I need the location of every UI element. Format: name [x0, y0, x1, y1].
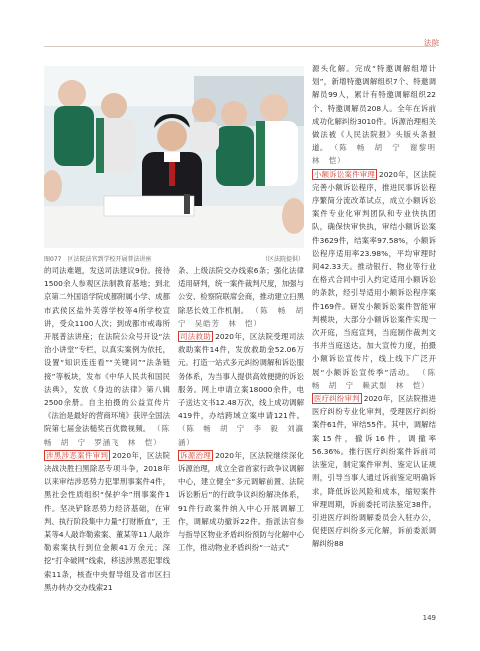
paragraph [178, 449, 304, 555]
paragraph-text: 2020年，区法院推进医疗纠纷专业化审判，受理医疗纠纷案件61件，审结55件。其中，调解结案15件，撤诉16件，调撤率56.36%。推行医疗纠纷案件诉前司法鉴定，制定案件审判、鉴定认证规则，引导当事人通过诉前鉴定明确诉求，降低诉讼风险和成本，缩短案件审理周期，诉前委托司法鉴定38件。引进医疗纠纷调解委员会入驻办公，促使医疗纠纷多元化解，诉前委派调解纠纷88 [312, 394, 436, 549]
paragraph-text: 2020年，区法院决战决胜扫黑除恶专项斗争，2018年以来审结涉恶势力犯罪刑事案件4件，黑社会性质组织“保护伞”刑事案件1件。坚决铲除恶势力经济基础，在审判、执行阶段集中力量“打财断血”，王某等4人敲诈勒索案、董某等11人敲诈勒索案执行到位金额41万余元；深挖“打伞破网”线索，移送涉黑恶犯罪线索11条，核查中央督导组及省市区扫黑办转办交办线索21 [44, 450, 170, 592]
paragraph [312, 62, 445, 168]
byline: （陈 畅 胡 宁 吴皓芳 林 恺） [178, 305, 313, 328]
courtroom-lecture-illustration [44, 66, 304, 248]
section-tag: 涉黑涉恶案件审判 [46, 450, 109, 460]
text-column-2 [178, 264, 313, 554]
running-header-rule [44, 46, 436, 47]
paragraph [312, 392, 436, 550]
section-tag: 医疗纠纷审判 [314, 394, 360, 404]
section-tag: 司法救助 [180, 332, 212, 342]
byline: （陈 畅 胡 宁 罗涵飞 林 恺） [44, 424, 179, 447]
figure-caption [44, 254, 304, 263]
text-column-1 [44, 264, 179, 594]
paragraph-text: 2020年，区法院完善小额诉讼程序，推进民事诉讼程序繁简分流改革试点，成立小额诉讼案件专业化审判团队和专业快执团队，确保快审快执，审结小额诉讼案件3629件，结案率97.58%，小额诉讼程序适用率23.98%，平均审理时间42.33天。推动银行、物业等行业在格式合同中引入约定适用小额诉讼的条款，经引导适用小额诉讼程序案件169件。研发小额诉讼案件智能审判模块，大部分小额诉讼案件实现一次开庭，当庭宣判，当庭制作裁判文书并当庭送达。加大宣传力度，拍摄小额诉讼宣传片，线上线下广泛开展“小额诉讼宣传季”活动。 [312, 169, 436, 377]
section-tag: 小额诉讼案件审理 [314, 169, 376, 179]
running-header-section: 法院 [424, 39, 440, 47]
figure-photo [44, 66, 304, 248]
paragraph [178, 330, 304, 449]
section-tag: 诉源治理 [180, 450, 212, 460]
paragraph [178, 264, 313, 330]
paragraph [312, 168, 445, 392]
byline: （陈 畅 胡 宁 谢黎明 林 恺） [312, 143, 445, 166]
paragraph-text: 的司法难题，发送司法建议9份。接待1500余人参观区法制教育基地；到北京第二外国语学院成都附属小学、成都市武侯区盐外芙蓉学校等4所学校宣讲，受众1100人次；到成都市戒毒所开展普法讲座；在法院公众号开设“法治小讲堂”专栏，以真实案例为依托，设置“知识连连看”“关键词”“法条链接”等板块，发布《中华人民共和国民法典》，发放《身边的法律》第八辑2500余册。自主拍摄的公益宣传片《法治是最好的营商环境》获评全国法院第七届金法槌奖百优微视频。 [44, 266, 170, 434]
figure-credit: （区法院提供） [261, 256, 304, 263]
figure-caption-text: 图077 区法院法官到学校开展普法讲座 [44, 256, 152, 263]
text-column-3 [312, 62, 445, 551]
paragraph [44, 264, 179, 449]
paragraph-text: 2020年，区法院受理司法救助案件14件，发放救助金52.06万元。打造一站式多元纠纷调解和诉讼服务体系，为当事人提供高效便捷的诉讼服务。网上申请立案18000余件，电子送达文书12.48万次，线上成功调解419件，办结跨域立案申请121件。 [178, 332, 304, 421]
paragraph-text: 条、上级法院交办线索6条；强化法律适用研判，统一案件裁判尺度，加强与公安、检察院联席会商，推动建立扫黑除恶长效工作机制。 [178, 266, 304, 315]
paragraph [44, 449, 170, 594]
paragraph-text: 源头化解。完成“特邀调解组增计划”，新增特邀调解组织7个、特邀调解员99人，累计有特邀调解组织22个、特邀调解员208人。全年在诉前成功化解纠纷3010件。诉源治理相关做法被《人民法院报》头版头条报道。 [312, 64, 436, 153]
byline: （陈 畅 胡 宁 李 毅 刘瀛涵） [178, 424, 304, 447]
page-number: 149 [422, 614, 436, 622]
byline: （陈 畅 胡 宁 赖武鬃 林 恺） [312, 367, 445, 390]
paragraph-text: 2020年，区法院继续深化诉源治理，成立全省首家行政争议调解中心，建立健全“多元调解前置、法院诉讼断后”的行政争议纠纷解决体系，91件行政案件纳入中心开展调解工作，调解成功撤诉22件。指派法官参与指导区物业矛盾纠纷预防与化解中心工作，推动物业矛盾纠纷“一站式” [178, 450, 304, 553]
